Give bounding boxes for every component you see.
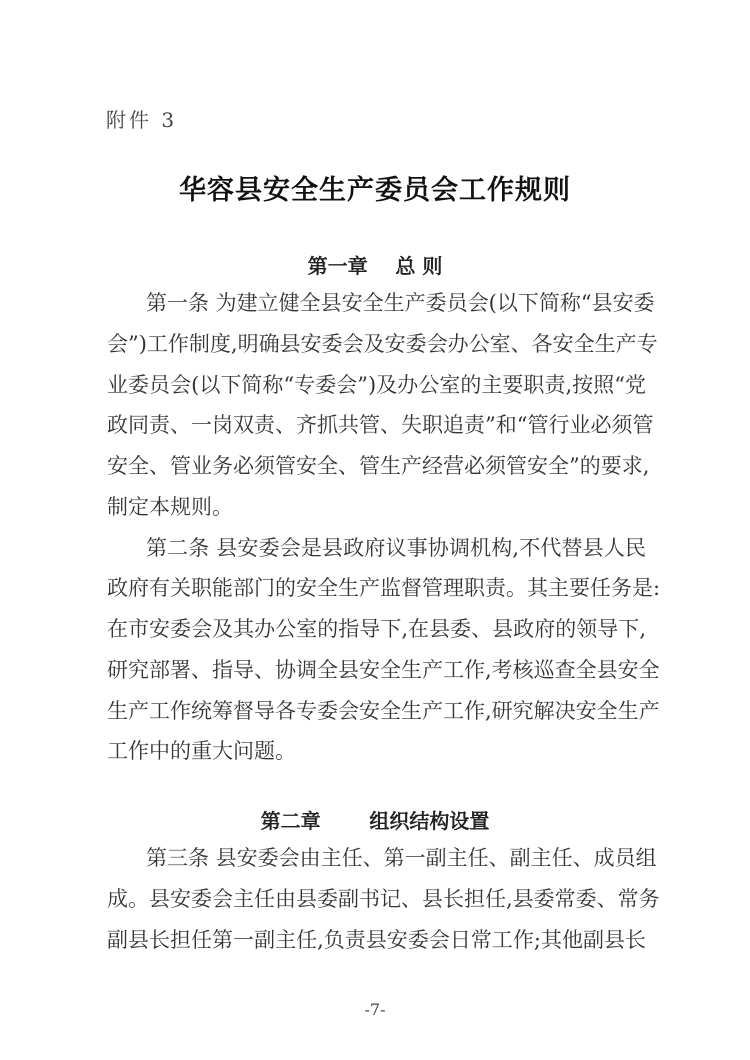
- document-title: 华容县安全生产委员会工作规则: [179, 175, 571, 206]
- paragraph-line: 业委员会(以下简称“专委会”)及办公室的主要职责,按照“党: [107, 373, 646, 397]
- paragraph-line: 副县长担任第一副主任,负责县安委会日常工作;其他副县长: [107, 928, 646, 952]
- paragraph-line: 生产工作统筹督导各专委会安全生产工作,研究解决安全生产: [107, 699, 660, 723]
- paragraph-line: 第三条 县安委会由主任、第一副主任、副主任、成员组: [146, 846, 657, 870]
- paragraph-line: 工作中的重大问题。: [107, 739, 296, 763]
- paragraph-line: 政府有关职能部门的安全生产监督管理职责。其主要任务是:: [107, 576, 661, 600]
- attachment-label: 附件 3: [106, 108, 178, 132]
- paragraph-line: 研究部署、指导、协调全县安全生产工作,考核巡查全县安全: [107, 658, 660, 682]
- paragraph-line: 在市安委会及其办公室的指导下,在县委、县政府的领导下,: [107, 617, 646, 641]
- paragraph-line: 安全、管业务必须管安全、管生产经营必须管安全”的要求,: [107, 454, 650, 478]
- chapter-2-heading: 第二章 组织结构设置: [260, 809, 490, 833]
- page-number: -7-: [364, 1000, 386, 1019]
- paragraph-line: 第一条 为建立健全县安全生产委员会(以下简称“县安委: [146, 291, 655, 315]
- paragraph-line: 制定本规则。: [107, 495, 233, 519]
- paragraph-line: 第二条 县安委会是县政府议事协调机构,不代替县人民: [146, 536, 646, 560]
- paragraph-line: 成。县安委会主任由县委副书记、县长担任,县委常委、常务: [107, 887, 660, 911]
- paragraph-line: 政同责、一岗双责、齐抓共管、失职追责”和“管行业必须管: [107, 413, 654, 437]
- paragraph-line: 会”)工作制度,明确县安委会及安委会办公室、各安全生产专: [107, 332, 658, 356]
- chapter-1-heading: 第一章 总 则: [307, 254, 443, 278]
